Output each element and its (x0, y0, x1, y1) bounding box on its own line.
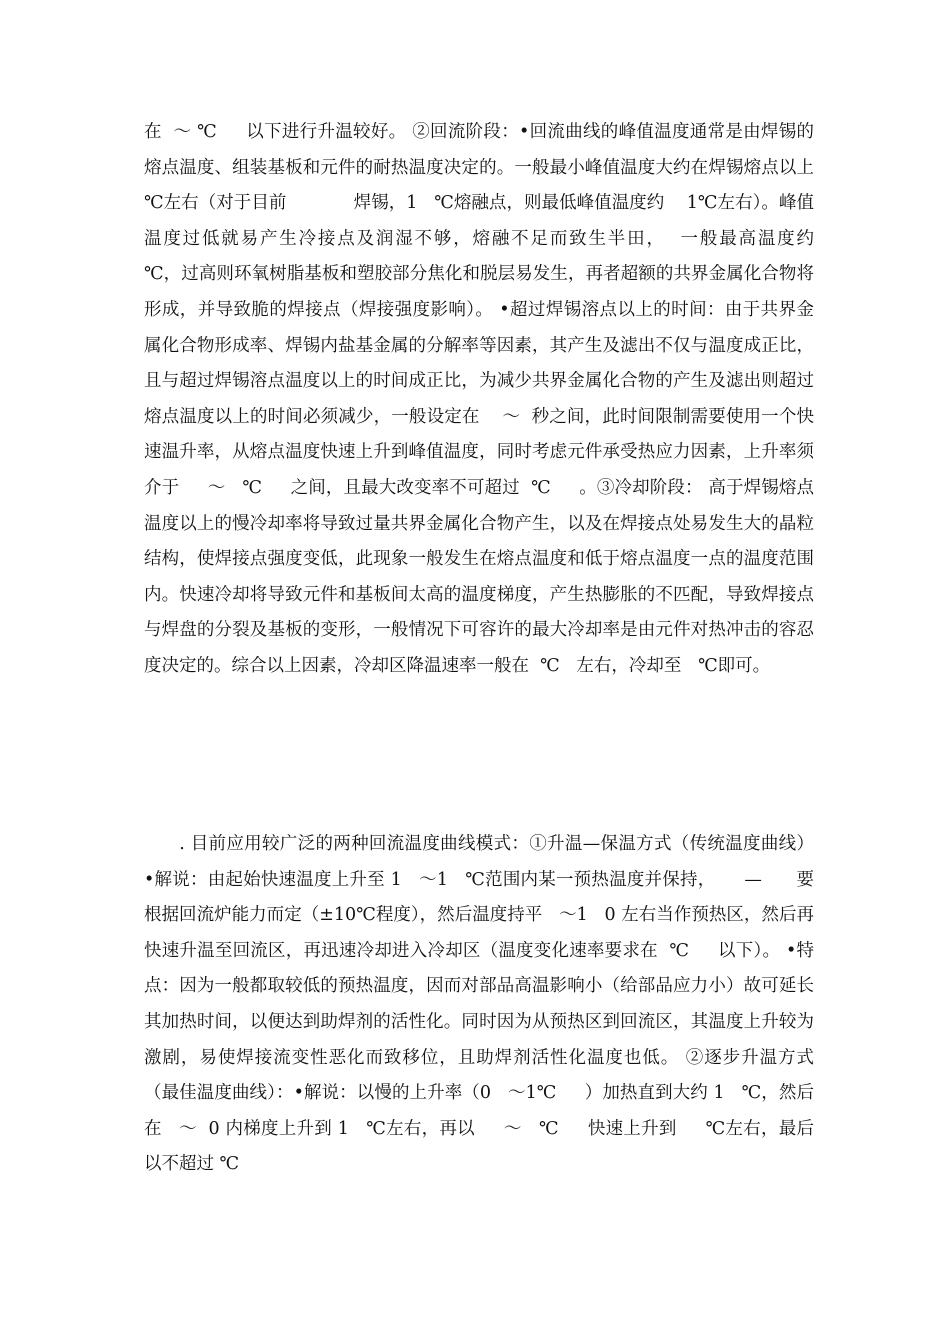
paragraph-reflow-cooling: 在 ～ ℃ 以下进行升温较好。 ②回流阶段：•回流曲线的峰值温度通常是由焊锡的熔点温度、组装基板和元件的耐热温度决定的。一般最小峰值温度大约在焊锡熔点以上 ℃左右（对于目前 焊锡，1 ℃熔融点，则最低峰值温度约 1℃左右）。峰值温度过低就易产生冷接点及润湿不够，熔融不足而致生半田， 一般最高温度约 ℃，过高则环氧树脂基板和塑胶部分焦化和脱层易发生，再者超额的共界金属化合物将形成，并导致脆的焊接点（焊接强度影响）。 •超过焊锡溶点以上的时间：由于共界金属化合物形成率、焊锡内盐基金属的分解率等因素，其产生及滤出不仅与温度成正比，且与超过焊锡溶点温度以上的时间成正比，为减少共界金属化合物的产生及滤出则超过熔点温度以上的时间必须减少，一般设定在 ～ 秒之间，此时间限制需要使用一个快速温升率，从熔点温度快速上升到峰值温度，同时考虑元件承受热应力因素，上升率须介于 ～ ℃ 之间，且最大改变率不可超过 ℃ 。③冷却阶段： 高于焊锡熔点温度以上的慢冷却率将导致过量共界金属化合物产生，以及在焊接点处易发生大的晶粒结构，使焊接点强度变低，此现象一般发生在熔点温度和低于熔点温度一点的温度范围内。快速冷却将导致元件和基板间太高的温度梯度，产生热膨胀的不匹配，导致焊接点与焊盘的分裂及基板的变形，一般情况下可容许的最大冷却率是由元件对热冲击的容忍度决定的。综合以上因素，冷却区降温速率一般在 ℃ 左右，冷却至 ℃即可。 (144, 122, 842, 676)
paragraph-reflow-profiles: . 目前应用较广泛的两种回流温度曲线模式：①升温—保温方式（传统温度曲线） •解说：由起始快速温度上升至 1 ～1 ℃范围内某一预热温度并保持， — 要根据回流炉能力而定（±10℃程度），然后温度持平 ～1 0 左右当作预热区，然后再快速升温至回流区，再迅速冷却进入冷却区（温度变化速率要求在 ℃ 以下）。 •特点：因为一般都取较低的预热温度，因而对部品高温影响小（给部品应力小）故可延长其加热时间，以便达到助焊剂的活性化。同时因为从预热区到回流区，其温度上升较为激剧，易使焊接流变性恶化而致移位，且助焊剂活性化温度也低。 ②逐步升温方式（最佳温度曲线）：•解说：以慢的上升率（0 ～1℃ ）加热直到大约 1 ℃，然后在 ～ 0 内梯度上升到 1 ℃左右，再以 ～ ℃ 快速上升到 ℃左右，最后以不超过 ℃ (144, 834, 820, 1175)
